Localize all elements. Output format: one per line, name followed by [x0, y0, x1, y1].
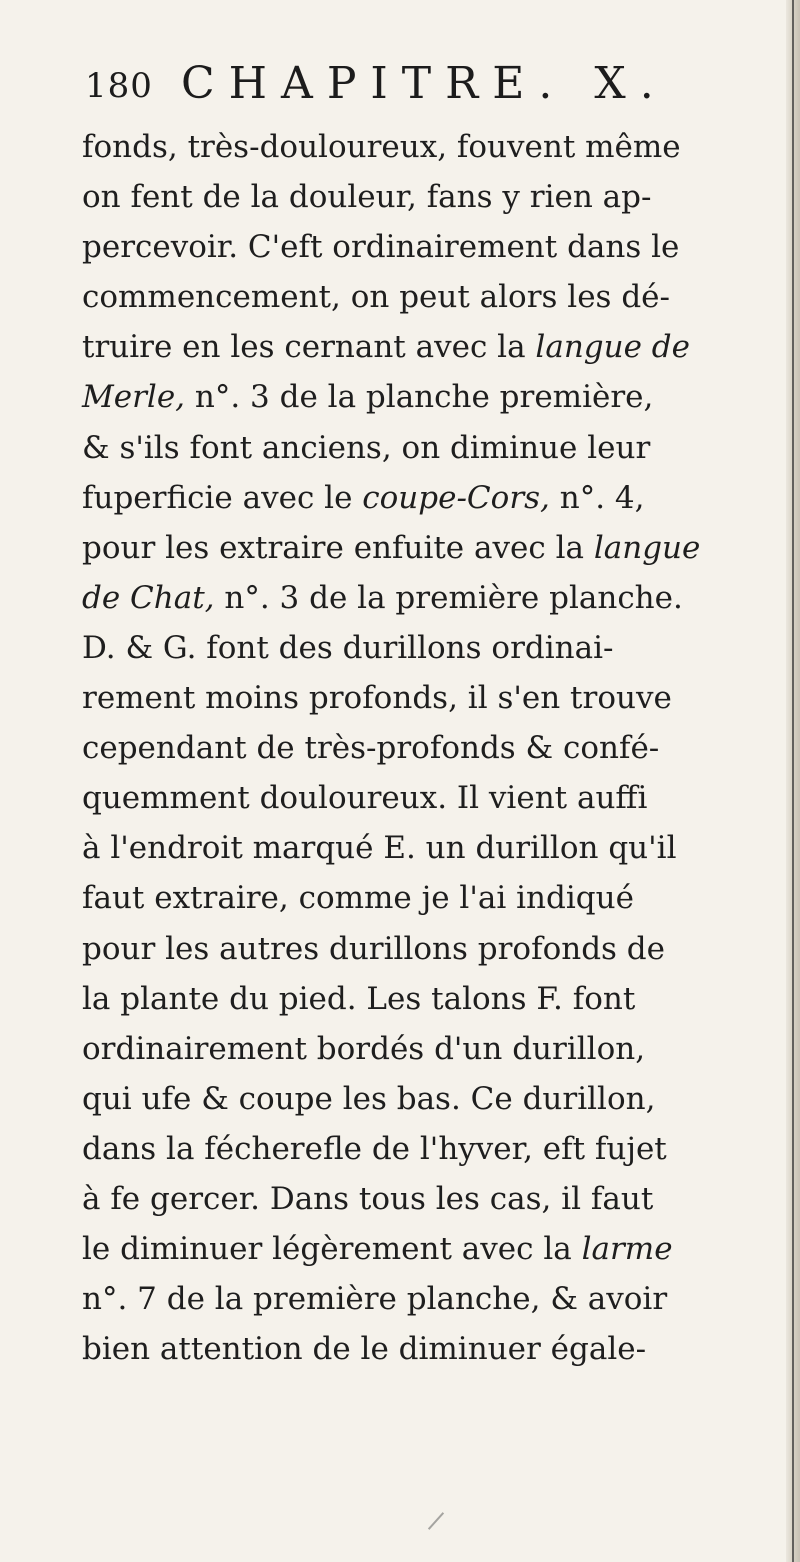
text-segment: le diminuer légèrement avec la — [82, 1231, 582, 1268]
text-line — [82, 823, 722, 873]
text-segment: dans la fécherefle de l'hyver, eft fujet — [82, 1130, 667, 1167]
text-line — [82, 924, 722, 974]
page-number: 180 — [85, 66, 153, 106]
text-segment: pour les autres durillons profonds de — [82, 930, 665, 967]
text-line — [82, 423, 722, 473]
text-segment: pour les extraire enfuite avec la — [82, 529, 594, 566]
page-edge-line — [792, 0, 794, 1562]
text-line — [82, 773, 722, 823]
text-line — [82, 1174, 722, 1224]
text-line — [82, 573, 722, 623]
text-segment: la plante du pied. Les talons F. font — [82, 980, 636, 1017]
text-line — [82, 1324, 722, 1374]
text-line — [82, 673, 722, 723]
text-segment: ordinairement bordés d'un durillon, — [82, 1030, 646, 1067]
text-segment: n°. 3 de la première planche. — [214, 579, 683, 616]
chapter-title: CHAPITRE. X. — [181, 58, 668, 109]
stray-ink-mark — [428, 1512, 444, 1530]
body-text — [82, 122, 722, 1374]
text-segment: rement moins profonds, il s'en trouve — [82, 680, 672, 717]
italic-term: coupe-Cors, — [362, 479, 550, 516]
text-segment: bien attention de le diminuer égale- — [82, 1331, 647, 1368]
text-segment: fuperficie avec le — [82, 479, 363, 516]
text-line — [82, 873, 722, 923]
text-line — [82, 723, 722, 773]
text-segment: D. & G. font des durillons ordinai- — [82, 629, 614, 666]
italic-term: Merle, — [82, 379, 186, 416]
text-segment: commencement, on peut alors les dé- — [82, 279, 670, 316]
text-line — [82, 122, 722, 172]
text-line — [82, 322, 722, 372]
running-header — [85, 58, 705, 114]
text-line — [82, 473, 722, 523]
text-line — [82, 1074, 722, 1124]
text-line — [82, 1124, 722, 1174]
text-segment: truire en les cernant avec la — [82, 329, 536, 366]
text-line — [82, 272, 722, 322]
text-segment: percevoir. C'eft ordinairement dans le — [82, 229, 680, 266]
italic-term: langue de — [535, 329, 690, 366]
italic-term: larme — [581, 1231, 673, 1268]
text-line — [82, 1224, 722, 1274]
text-segment: à l'endroit marqué E. un durillon qu'il — [82, 830, 677, 867]
text-line — [82, 222, 722, 272]
text-segment: on fent de la douleur, fans y rien ap- — [82, 179, 652, 216]
text-segment: n°. 7 de la première planche, & avoir — [82, 1281, 668, 1318]
text-line — [82, 974, 722, 1024]
text-line — [82, 372, 722, 422]
text-line — [82, 623, 722, 673]
text-segment: faut extraire, comme je l'ai indiqué — [82, 880, 634, 917]
text-line — [82, 172, 722, 222]
text-line — [82, 1024, 722, 1074]
text-segment: & s'ils font anciens, on diminue leur — [82, 429, 651, 466]
text-line — [82, 523, 722, 573]
text-segment: qui ufe & coupe les bas. Ce durillon, — [82, 1080, 656, 1117]
text-segment: à fe gercer. Dans tous les cas, il faut — [82, 1180, 654, 1217]
italic-term: langue — [593, 529, 701, 566]
text-segment: quemment douloureux. Il vient auffi — [82, 780, 648, 817]
text-line — [82, 1274, 722, 1324]
text-segment: cependant de très-profonds & confé- — [82, 730, 660, 767]
text-segment: n°. 3 de la planche première, — [185, 379, 654, 416]
text-segment: fonds, très-douloureux, fouvent même — [82, 129, 681, 165]
text-segment: n°. 4, — [549, 479, 645, 516]
italic-term: de Chat, — [82, 579, 215, 616]
